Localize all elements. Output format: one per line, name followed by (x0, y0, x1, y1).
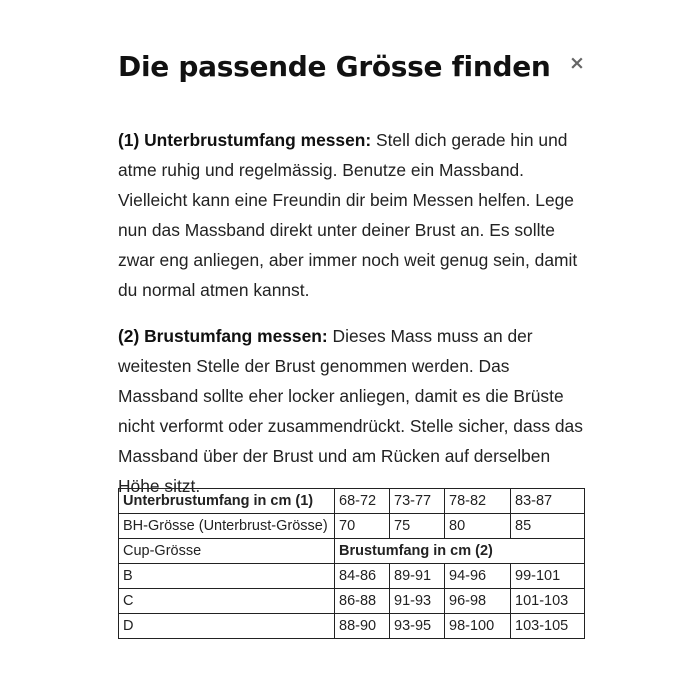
table-row (119, 539, 585, 564)
close-icon: × (569, 52, 585, 74)
table-row (119, 489, 585, 514)
table-cell: 84-86 (335, 564, 390, 589)
table-cell: 89-91 (390, 564, 445, 589)
table-cell: 101-103 (511, 589, 585, 614)
table-cell: Cup-Grösse (119, 539, 335, 564)
table-cell: 80 (445, 514, 511, 539)
instruction-heading: (2) Brustumfang messen: (118, 326, 328, 346)
table-cell: 68-72 (335, 489, 390, 514)
dialog-title: Die passende Grösse finden (118, 50, 551, 83)
table-cell: 85 (511, 514, 585, 539)
instruction-bust (118, 321, 588, 501)
table-cell: 70 (335, 514, 390, 539)
table-cell: 96-98 (445, 589, 511, 614)
instruction-text: Stell dich gerade hin und atme ruhig und regelmässig. Benutze ein Massband. Vielleicht kann eine Freundin dir beim Messen helfen. Lege nun das Massband direkt unter deiner Brust an. Es sollte zwar eng anliegen, aber immer noch weit genug sein, damit du normal atmen kannst. (118, 130, 578, 300)
table-cell: 88-90 (335, 614, 390, 639)
table-cell: 75 (390, 514, 445, 539)
table-cell: Brustumfang in cm (2) (335, 539, 585, 564)
table-cell: 83-87 (511, 489, 585, 514)
table-cell: BH-Grösse (Unterbrust-Grösse) (119, 514, 335, 539)
table-row (119, 564, 585, 589)
size-table (118, 488, 585, 639)
table-cell: 93-95 (390, 614, 445, 639)
table-row (119, 514, 585, 539)
table-cell: C (119, 589, 335, 614)
table-cell: 86-88 (335, 589, 390, 614)
table-cell: 91-93 (390, 589, 445, 614)
table-cell: 94-96 (445, 564, 511, 589)
table-cell: B (119, 564, 335, 589)
table-cell: 78-82 (445, 489, 511, 514)
table-cell: 99-101 (511, 564, 585, 589)
table-cell: Unterbrustumfang in cm (1) (119, 489, 335, 514)
table-cell: 73-77 (390, 489, 445, 514)
close-button[interactable] (566, 52, 588, 74)
instruction-heading: (1) Unterbrustumfang messen: (118, 130, 372, 150)
instruction-underbust (118, 125, 588, 305)
table-cell: 103-105 (511, 614, 585, 639)
table-cell: D (119, 614, 335, 639)
table-cell: 98-100 (445, 614, 511, 639)
instruction-text: Dieses Mass muss an der weitesten Stelle der Brust genommen werden. Das Massband sollte eher locker anliegen, damit es die Brüste nicht verformt oder zusammendrückt. Stelle sicher, dass das Massband über der Brust und am Rücken auf derselben Höhe sitzt. (118, 326, 583, 496)
table-row (119, 614, 585, 639)
table-row (119, 589, 585, 614)
